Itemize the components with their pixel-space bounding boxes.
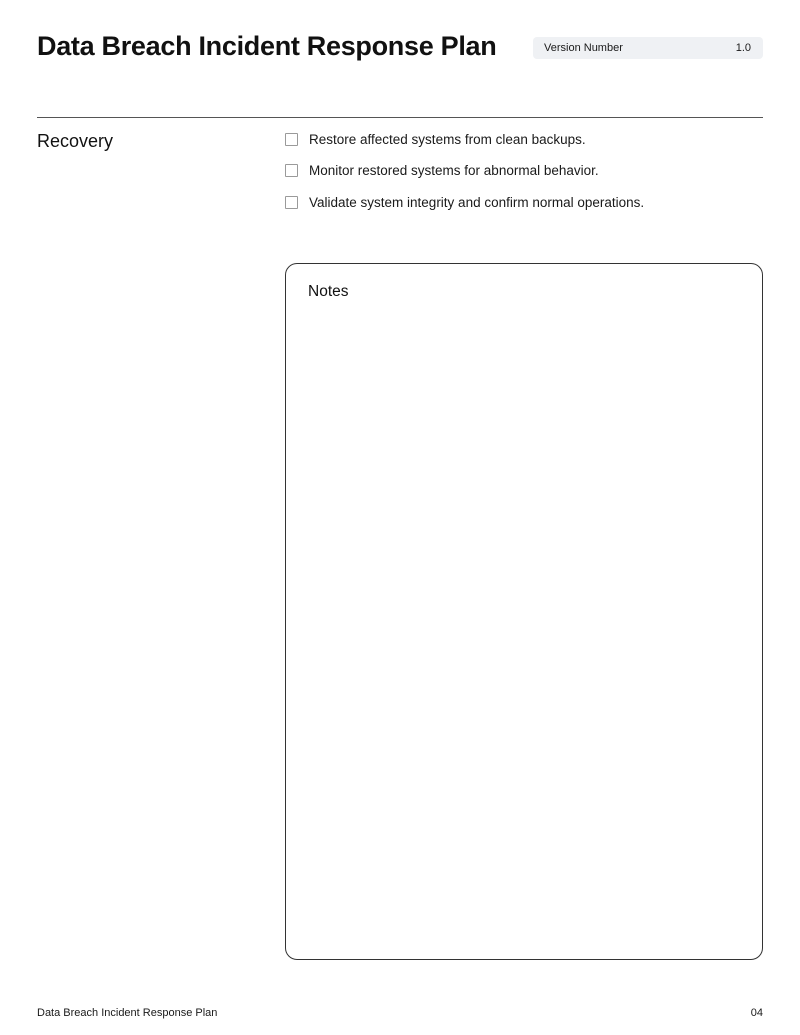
version-label: Version Number bbox=[544, 42, 623, 54]
checklist-item-label: Monitor restored systems for abnormal behavior. bbox=[309, 163, 599, 178]
checklist-item[interactable] bbox=[285, 193, 644, 211]
checkbox[interactable] bbox=[285, 196, 298, 209]
checklist-item[interactable] bbox=[285, 130, 644, 148]
checklist-item-label: Restore affected systems from clean backups. bbox=[309, 131, 586, 147]
checklist-item-label: Validate system integrity and confirm normal operations. bbox=[309, 194, 645, 210]
version-number-field bbox=[533, 37, 763, 59]
page-title: Data Breach Incident Response Plan bbox=[37, 31, 497, 61]
notes-area[interactable] bbox=[285, 263, 763, 960]
footer-page-number: 04 bbox=[750, 1007, 763, 1019]
notes-title: Notes bbox=[308, 283, 349, 300]
checkbox[interactable] bbox=[285, 133, 298, 146]
section-divider bbox=[37, 117, 763, 118]
recovery-checklist bbox=[285, 130, 644, 225]
version-value: 1.0 bbox=[735, 42, 751, 54]
checkbox[interactable] bbox=[285, 164, 298, 177]
section-title-recovery: Recovery bbox=[37, 131, 114, 151]
footer-document-name: Data Breach Incident Response Plan bbox=[37, 1007, 218, 1019]
checklist-item[interactable] bbox=[285, 162, 644, 180]
